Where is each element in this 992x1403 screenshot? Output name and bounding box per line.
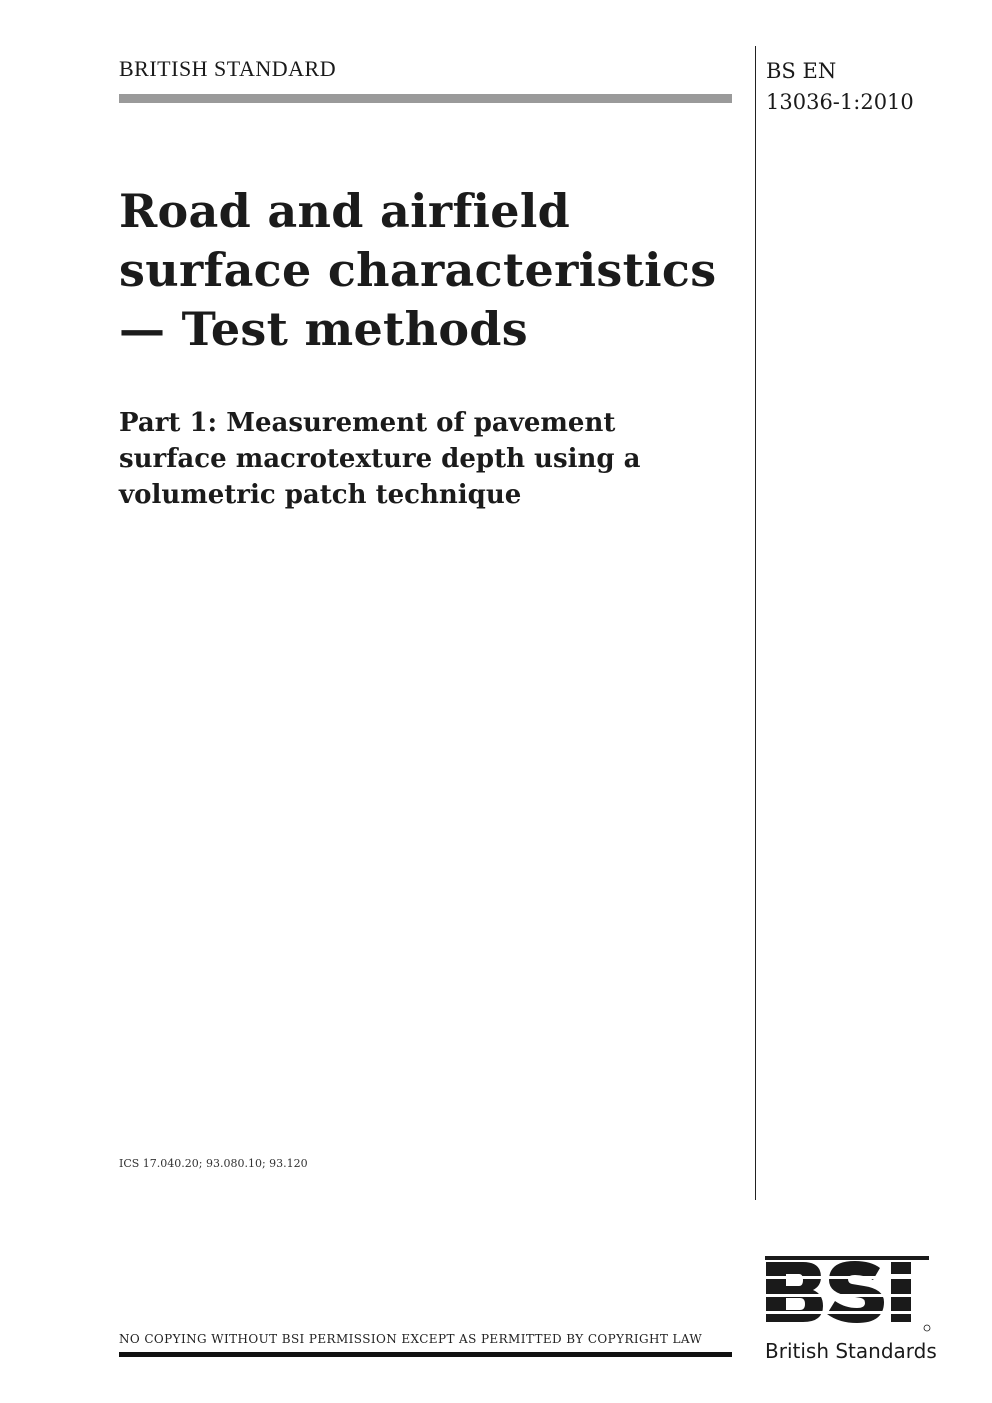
ics-codes: ICS 17.040.20; 93.080.10; 93.120 (119, 1157, 308, 1170)
subtitle-line3: volumetric patch technique (119, 480, 522, 510)
logo-letter-s (827, 1261, 884, 1323)
registered-mark-icon (924, 1325, 930, 1331)
copyright-notice: NO COPYING WITHOUT BSI PERMISSION EXCEPT AS PERMITTED BY COPYRIGHT LAW (119, 1332, 703, 1346)
title-line3: — Test methods (119, 302, 528, 356)
document-subtitle (119, 405, 739, 513)
subtitle-line2: surface macrotexture depth using a (119, 444, 641, 474)
logo-letter-i-dot (891, 1262, 911, 1274)
logo-stripe-top (765, 1256, 929, 1260)
title-line1: Road and airfield (119, 184, 571, 238)
header-rule (119, 94, 732, 103)
logo-letter-b (766, 1262, 823, 1322)
document-title (119, 182, 739, 359)
logo-caption: British Standards (765, 1339, 937, 1363)
document-number-line2: 13036-1:2010 (766, 90, 914, 114)
standard-type-label: BRITISH STANDARD (119, 56, 337, 81)
subtitle-line1: Part 1: Measurement of pavement (119, 408, 616, 438)
footer-rule (119, 1352, 732, 1357)
document-number (766, 56, 914, 118)
title-line2: surface characteristics (119, 243, 717, 297)
column-divider (755, 46, 756, 1200)
logo-letter-i (891, 1278, 911, 1322)
document-number-line1: BS EN (766, 59, 837, 83)
